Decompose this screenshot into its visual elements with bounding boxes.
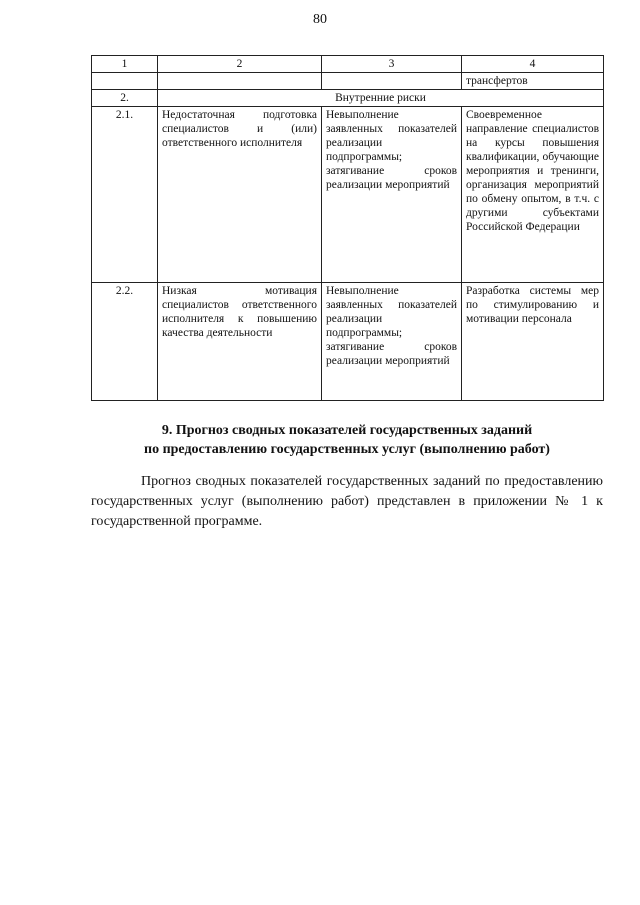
risk-consequence: Невыполнение заявленных показателей реализации подпрограммы; затягивание сроков реализации мероприятий (322, 283, 462, 401)
risk-description: Низкая мотивация специалистов ответственного исполнителя к повышению качества деятельности (158, 283, 322, 401)
section-heading-line-1: 9. Прогноз сводных показателей государственных заданий (161, 423, 533, 438)
risk-table (91, 55, 604, 401)
section-heading (91, 421, 603, 459)
continuation-cell-2 (158, 73, 322, 90)
section-title-cell: Внутренние риски (158, 90, 604, 107)
section-number: 2. (92, 90, 158, 107)
table-row (92, 107, 604, 283)
risk-consequence: Невыполнение заявленных показателей реализации подпрограммы; затягивание сроков реализации мероприятий (322, 107, 462, 283)
body-paragraph: Прогноз сводных показателей государственных заданий по предоставлению государственных услуг (выполнению работ) представлен в приложении № 1 к государственной программе. (91, 474, 603, 529)
section-heading-line-2: по предоставлению государственных услуг (выполнению работ) (144, 442, 550, 457)
row-number: 2.1. (92, 107, 158, 283)
continuation-cell-3 (322, 73, 462, 90)
continuation-row (92, 73, 604, 90)
row-number: 2.2. (92, 283, 158, 401)
header-cell-4: 4 (462, 56, 604, 73)
continuation-cell-1 (92, 73, 158, 90)
header-cell-2: 2 (158, 56, 322, 73)
continuation-cell-4: трансфертов (462, 73, 604, 90)
section-row (92, 90, 604, 107)
risk-description: Недостаточная подготовка специалистов и (или) ответственного исполнителя (158, 107, 322, 283)
header-cell-3: 3 (322, 56, 462, 73)
table-row (92, 283, 604, 401)
risk-measures: Своевременное направление специалистов на курсы повышения квалификации, обучающие мероприятия и тренинги, организация мероприятий по обмену опытом, в т.ч. с другими субъектами Российской Федерации (462, 107, 604, 283)
table-header-row (92, 56, 604, 73)
header-cell-1: 1 (92, 56, 158, 73)
page-number: 80 (313, 12, 327, 27)
risk-measures: Разработка системы мер по стимулированию и мотивации персонала (462, 283, 604, 401)
